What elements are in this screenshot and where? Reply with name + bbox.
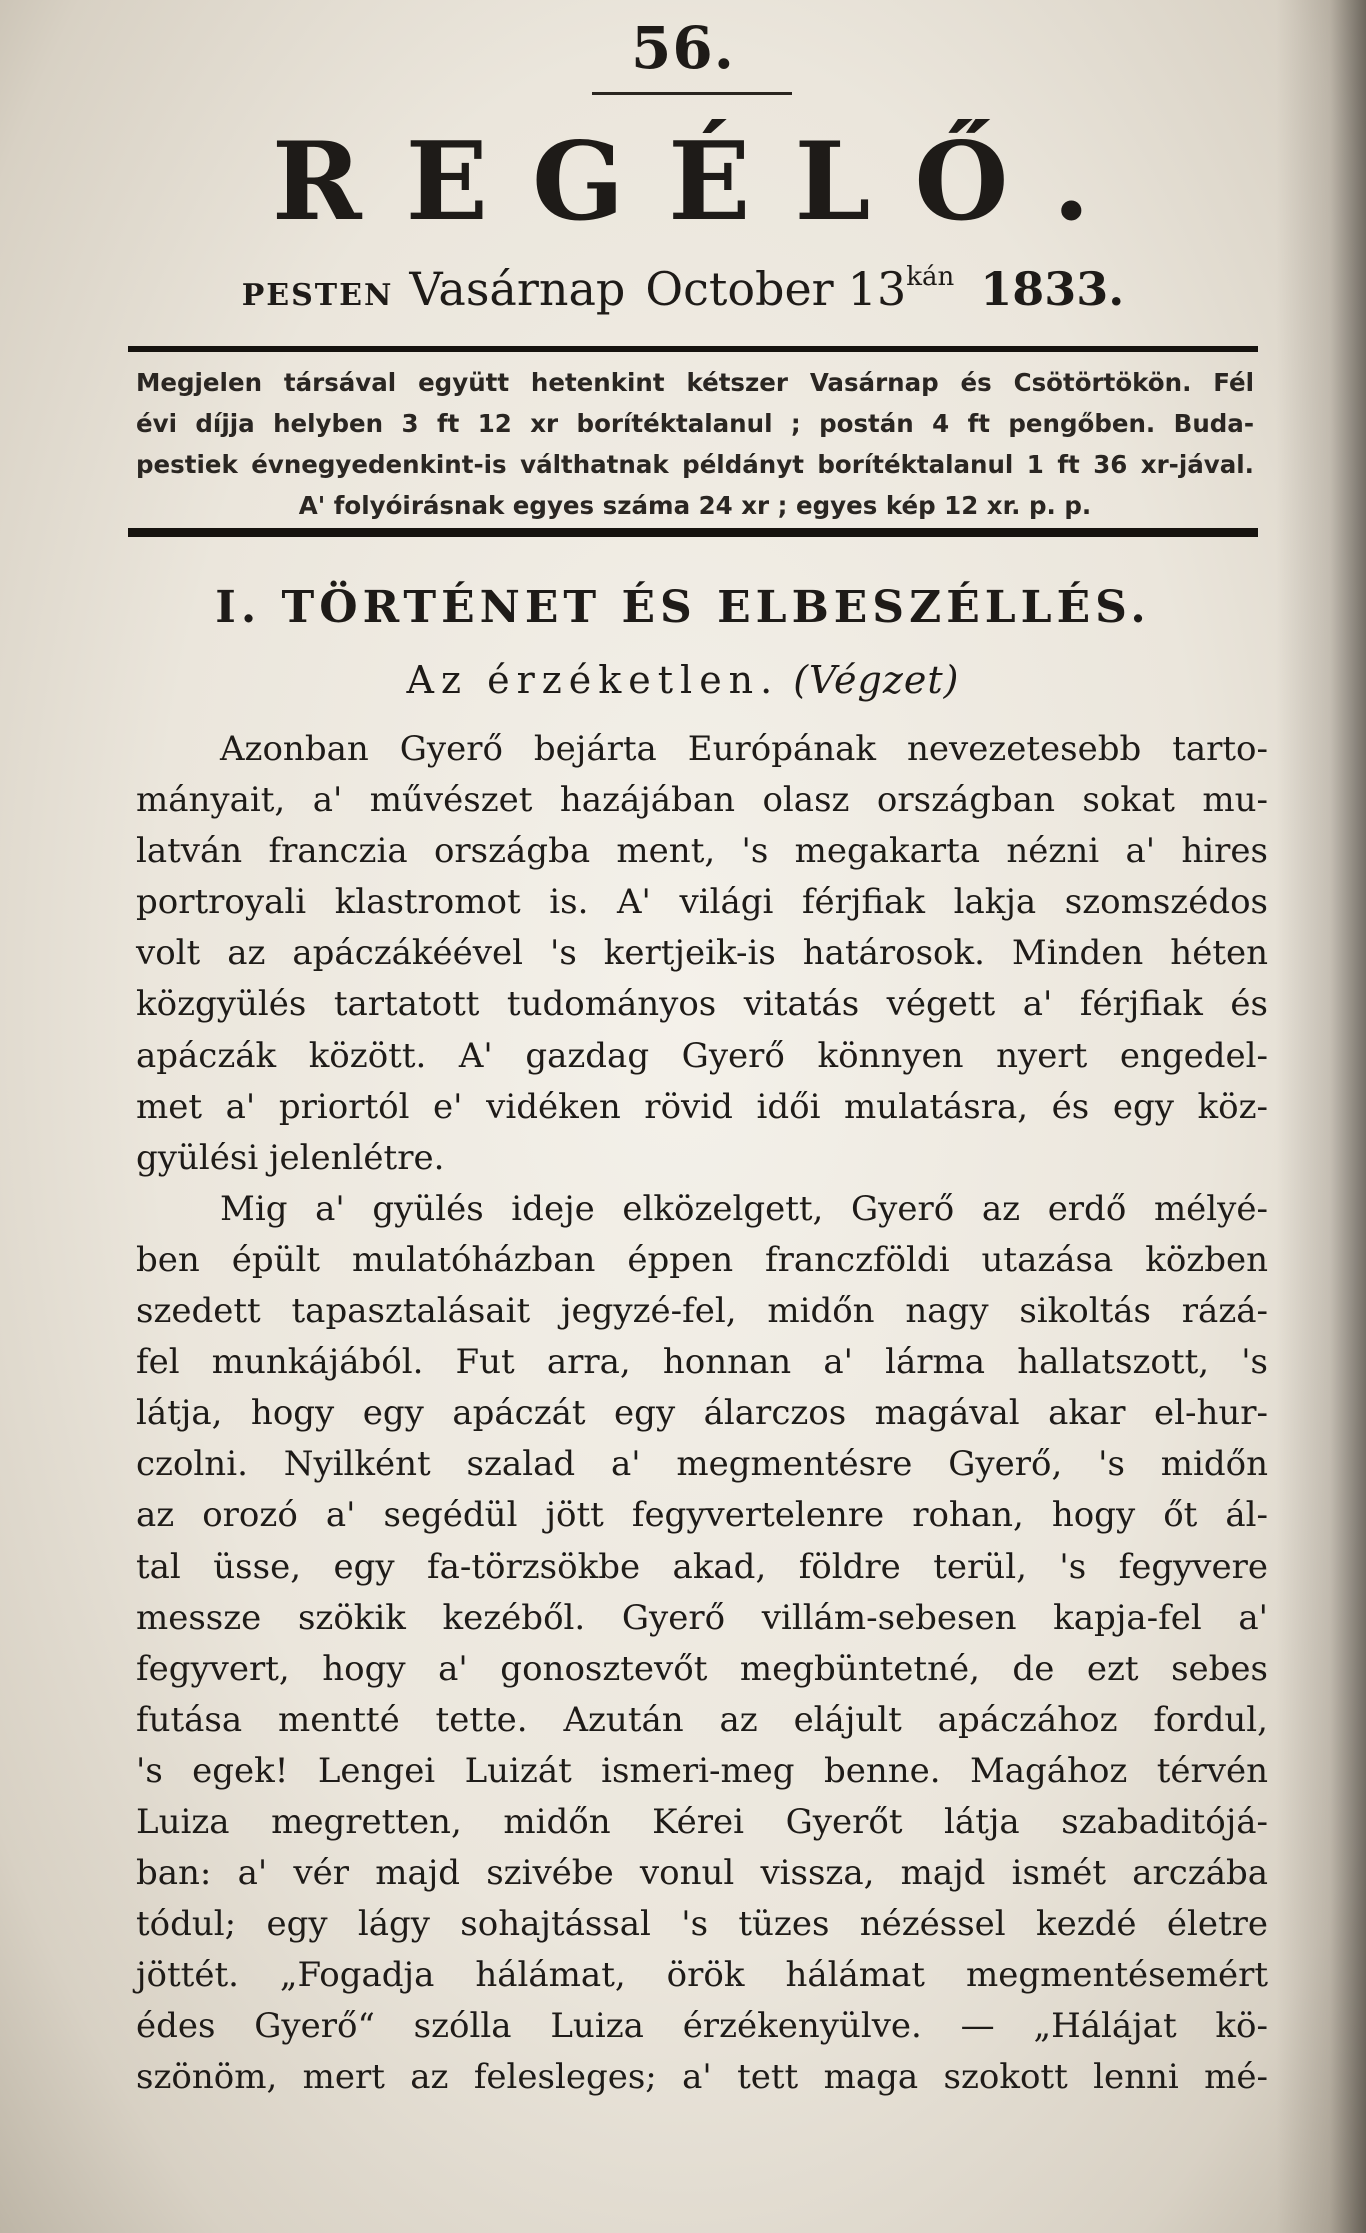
body-line: Luiza megretten, midőn Kérei Gyerőt látja szabaditójá- — [136, 1801, 1268, 1842]
body-line: Azonban Gyerő bejárta Európának nevezetesebb tarto- — [220, 729, 1268, 769]
dateline-weekday: Vasárnap — [409, 262, 626, 316]
body-line: czolni. Nyilként szalad a' megmentésre Gyerő, 's midőn — [136, 1444, 1268, 1485]
body-line: tódul; egy lágy sohajtással 's tüzes nézéssel kezdé életre — [136, 1904, 1268, 1945]
body-line: fegyvert, hogy a' gonosztevőt megbüntetné, de ezt sebes — [136, 1648, 1268, 1689]
section-heading: I. TÖRTÉNET ÉS ELBESZÉLLÉS. — [215, 582, 1151, 633]
body-line: futása mentté tette. Azután az elájult apáczához fordul, — [136, 1699, 1268, 1740]
body-line: mányait, a' művészet hazájában olasz országban sokat mu- — [136, 780, 1268, 821]
body-line: latván franczia országba ment, 's megakarta nézni a' hires — [136, 831, 1268, 872]
body-line: gyülési jelenlétre. — [136, 1137, 445, 1178]
notice-line: évi díjja helyben 3 ft 12 xr borítéktalanul ; postán 4 ft pengőben. Buda- — [136, 409, 1254, 438]
dateline-day: 13 — [847, 262, 907, 316]
dateline — [0, 262, 1366, 317]
body-line: közgyülés tartatott tudományos vitatás végett a' férjfiak és — [136, 984, 1268, 1025]
body-line: jöttét. „Fogadja hálámat, örök hálámat megmentésemért — [136, 1955, 1268, 1996]
body-line: apáczák között. A' gazdag Gyerő könnyen nyert engedel- — [136, 1035, 1268, 1076]
body-line: volt az apáczákéével 's kertjeik-is határosok. Minden héten — [136, 933, 1268, 974]
body-line: szönöm, mert az felesleges; a' tett maga szokott lenni mé- — [136, 2057, 1268, 2098]
body-line: met a' priortól e' vidéken rövid idői mulatásra, és egy köz- — [136, 1086, 1268, 1127]
page-number: 56. — [631, 14, 735, 82]
body-line: messze szökik kezéből. Gyerő villám-sebesen kapja-fel a' — [136, 1597, 1268, 1638]
body-line: látja, hogy egy apáczát egy álarczos magával akar el-hur- — [136, 1393, 1268, 1434]
article-body — [136, 724, 1268, 2104]
dateline-day-suffix: kán — [906, 262, 955, 292]
page-number-rule — [592, 92, 792, 95]
notice-line: Megjelen társával együtt hetenkint kétszer Vasárnap és Csötörtökön. Fél — [136, 368, 1254, 397]
story-title-note: (Végzet) — [793, 658, 960, 702]
story-title-text: Az érzéketlen. — [406, 658, 780, 702]
body-line: édes Gyerő“ szólla Luiza érzékenyülve. — „Hálájat kö- — [136, 2006, 1268, 2047]
dateline-year: 1833. — [980, 262, 1125, 316]
dateline-city: PESTEN — [241, 278, 394, 313]
header-rule-bottom — [128, 528, 1258, 537]
body-line: szedett tapasztalásait jegyzé-fel, midőn nagy sikoltás rázá- — [136, 1291, 1268, 1332]
body-line: Mig a' gyülés ideje elközelgett, Gyerő az erdő mélyé- — [220, 1188, 1268, 1229]
body-line: ben épült mulatóházban éppen franczföldi utazása közben — [136, 1239, 1268, 1280]
body-line: portroyali klastromot is. A' világi férjfiak lakja szomszédos — [136, 882, 1268, 923]
masthead-title: REGÉLŐ. — [271, 119, 1135, 245]
dateline-month: October — [645, 262, 834, 316]
header-rule-top — [128, 346, 1258, 352]
story-title — [0, 658, 1366, 702]
page-edge-shadow — [1276, 0, 1366, 2233]
body-line: fel munkájából. Fut arra, honnan a' lárma hallatszott, 's — [136, 1342, 1268, 1383]
notice-line: A' folyóirásnak egyes száma 24 xr ; egyes kép 12 xr. p. p. — [298, 491, 1092, 520]
body-line: az orozó a' segédül jött fegyvertelenre rohan, hogy őt ál- — [136, 1495, 1268, 1536]
notice-line: pestiek évnegyedenkint-is válthatnak példányt borítéktalanul 1 ft 36 xr-jával. — [136, 450, 1254, 479]
subscription-notice — [136, 362, 1254, 526]
body-line: 's egek! Lengei Luizát ismeri-meg benne. Magához térvén — [136, 1750, 1268, 1791]
body-line: tal üsse, egy fa-törzsökbe akad, földre terül, 's fegyvere — [136, 1546, 1268, 1587]
body-line: ban: a' vér majd szivébe vonul vissza, majd ismét arczába — [136, 1853, 1268, 1894]
